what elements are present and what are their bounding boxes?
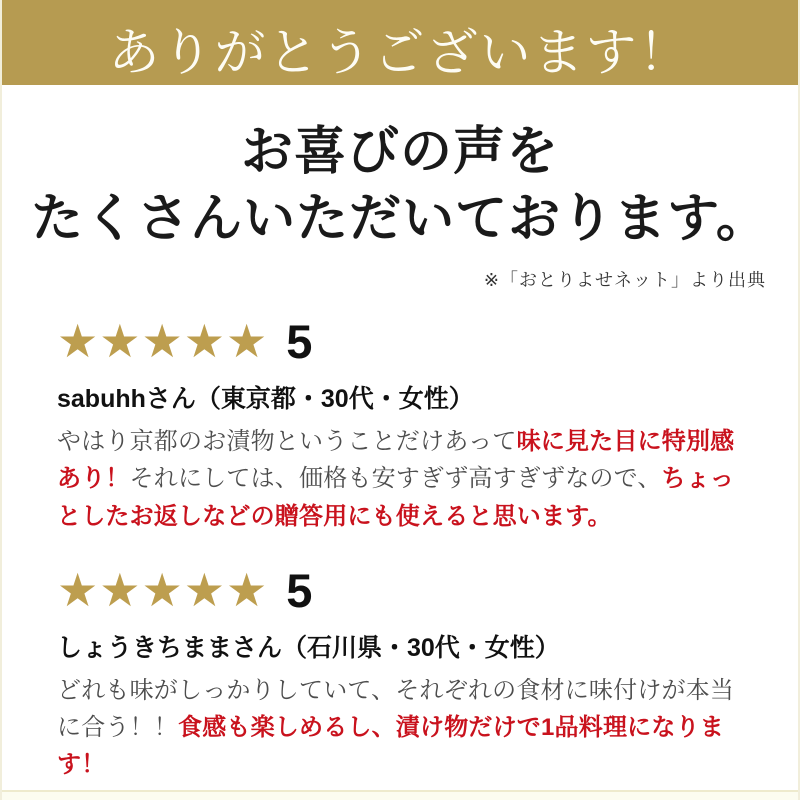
review-list (2, 316, 798, 784)
star-icons: ★★★★★ (57, 315, 269, 368)
review-text-highlight: ちょっとしたお返しなどの贈答用にも使えると思います。 (57, 465, 735, 530)
review-text: やはり京都のお漬物ということだけあって (57, 427, 517, 455)
thank-you-banner-text: ありがとうございます！ (108, 23, 692, 83)
section-heading (2, 119, 798, 252)
review-text-highlight: 食感も楽しめるし、漬け物だけで1品料理になります！ (57, 714, 724, 779)
review-body (57, 423, 753, 535)
review-text-highlight: 味に見た目に特別感あり！ (57, 427, 735, 493)
star-icons: ★★★★★ (57, 564, 269, 616)
review-card (57, 316, 753, 535)
review-body (57, 672, 753, 784)
star-rating (57, 565, 753, 616)
section-bottom-divider (2, 790, 798, 800)
section-heading-line2: たくさんいただいております。 (31, 187, 769, 249)
star-rating (57, 316, 753, 367)
review-card (57, 565, 753, 784)
thank-you-banner (2, 0, 798, 85)
rating-value: 5 (286, 314, 313, 368)
section-heading-line1: お喜びの声を (240, 121, 559, 182)
rating-value: 5 (286, 563, 313, 617)
reviewer-name: しょうきちままさん（石川県・30代・女性） (57, 633, 560, 662)
review-text: それにしては、価格も安すぎず高すぎずなので、 (129, 465, 662, 493)
review-text: どれも味がしっかりしていて、それぞれの食材に味付けが本当に合う！！ (57, 676, 735, 742)
reviewer-name: sabuhhさん（東京都・30代・女性） (57, 384, 474, 413)
source-attribution: ※「おとりよせネット」より出典 (483, 270, 766, 291)
